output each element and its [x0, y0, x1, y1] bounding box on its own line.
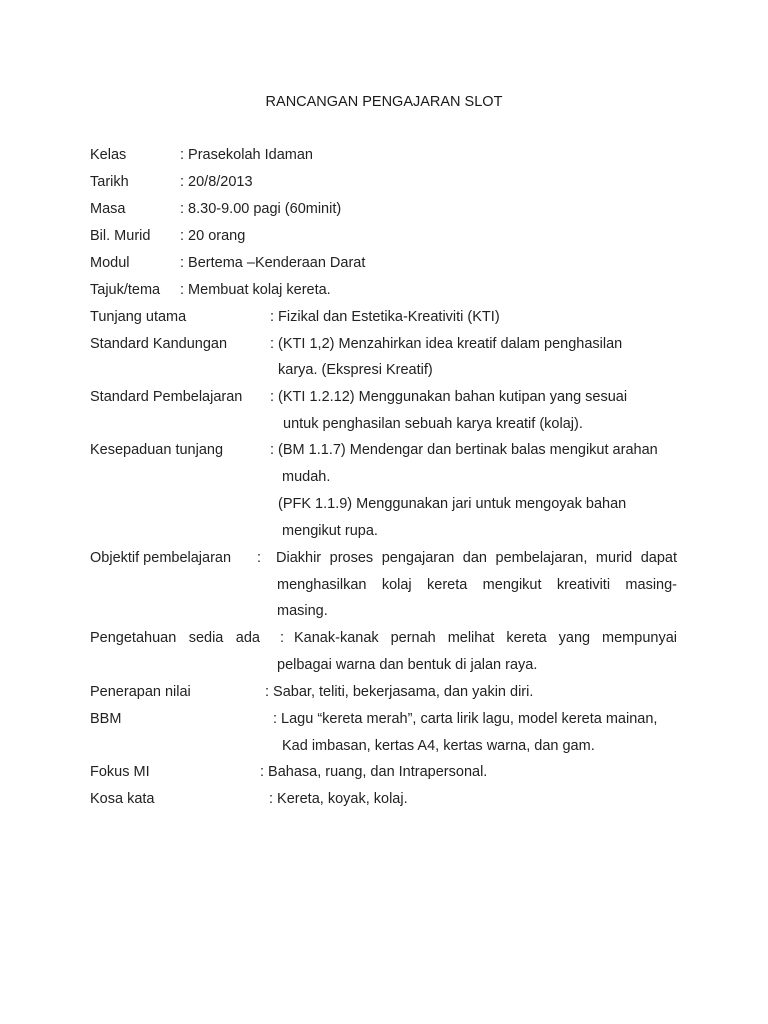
row-label-kelas: Kelas [90, 147, 127, 163]
row-cont-pengetahuan: pelbagai warna dan bentuk di jalan raya. [277, 657, 538, 673]
row-label-standard-kandungan: Standard Kandungan [90, 336, 228, 352]
row-label-kosa-kata: Kosa kata [90, 791, 155, 807]
row-cont-standard-kandungan: karya. (Ekspresi Kreatif) [278, 362, 433, 378]
row-label-penerapan-nilai: Penerapan nilai [90, 684, 191, 700]
row-cont-kesepaduan-1: mudah. [282, 469, 331, 485]
row-value-fokus-mi: : Bahasa, ruang, dan Intrapersonal. [260, 764, 488, 780]
row-label-bbm: BBM [90, 711, 122, 727]
row-value-standard-kandungan: : (KTI 1,2) Menzahirkan idea kreatif dalam penghasilan [270, 336, 623, 352]
row-label-tunjang-utama: Tunjang utama [90, 309, 187, 325]
row-colon-objektif: : [257, 550, 262, 566]
row-label-masa: Masa [90, 201, 126, 217]
row-label-standard-pembelajaran: Standard Pembelajaran [90, 389, 243, 405]
row-cont-objektif-2: masing. [277, 603, 328, 619]
row-cont-kesepaduan-3: mengikut rupa. [282, 523, 378, 539]
row-value-kosa-kata: : Kereta, koyak, kolaj. [269, 791, 408, 807]
row-value-kesepaduan-tunjang: : (BM 1.1.7) Mendengar dan bertinak balas mengikut arahan [270, 442, 658, 458]
row-label-pengetahuan-sedia-ada: Pengetahuan sedia ada [90, 630, 260, 646]
row-cont-standard-pembelajaran: untuk penghasilan sebuah karya kreatif (kolaj). [283, 416, 583, 432]
row-label-tarikh: Tarikh [90, 174, 129, 190]
row-label-objektif-pembelajaran: Objektif pembelajaran [90, 550, 232, 566]
page-title: RANCANGAN PENGAJARAN SLOT [265, 94, 503, 110]
row-colon-pengetahuan: : [280, 630, 285, 646]
row-value-pengetahuan-sedia-ada: Kanak-kanak pernah melihat kereta yang mempunyai [294, 630, 677, 646]
row-value-penerapan-nilai: : Sabar, teliti, bekerjasama, dan yakin diri. [265, 684, 534, 700]
row-value-bbm: : Lagu “kereta merah”, carta lirik lagu, model kereta mainan, [273, 711, 658, 727]
row-cont-kesepaduan-2: (PFK 1.1.9) Menggunakan jari untuk mengoyak bahan [278, 496, 627, 512]
row-cont-bbm: Kad imbasan, kertas A4, kertas warna, dan gam. [282, 738, 595, 754]
row-value-objektif-pembelajaran: Diakhir proses pengajaran dan pembelajaran, murid dapat [276, 550, 677, 566]
row-value-bil-murid: : 20 orang [180, 228, 246, 244]
row-label-modul: Modul [90, 255, 130, 271]
row-value-kelas: : Prasekolah Idaman [180, 147, 313, 163]
row-cont-objektif-1: menghasilkan kolaj kereta mengikut kreativiti masing- [277, 577, 677, 593]
row-label-kesepaduan-tunjang: Kesepaduan tunjang [90, 442, 224, 458]
row-value-tajuk-tema: : Membuat kolaj kereta. [180, 282, 331, 298]
row-label-fokus-mi: Fokus MI [90, 764, 150, 780]
row-value-tarikh: : 20/8/2013 [180, 174, 253, 190]
row-label-tajuk-tema: Tajuk/tema [90, 282, 161, 298]
row-value-standard-pembelajaran: : (KTI 1.2.12) Menggunakan bahan kutipan yang sesuai [270, 389, 628, 405]
row-label-bil-murid: Bil. Murid [90, 228, 151, 244]
row-value-masa: : 8.30-9.00 pagi (60minit) [180, 201, 342, 217]
row-value-tunjang-utama: : Fizikal dan Estetika-Kreativiti (KTI) [270, 309, 500, 325]
row-value-modul: : Bertema –Kenderaan Darat [180, 255, 366, 271]
